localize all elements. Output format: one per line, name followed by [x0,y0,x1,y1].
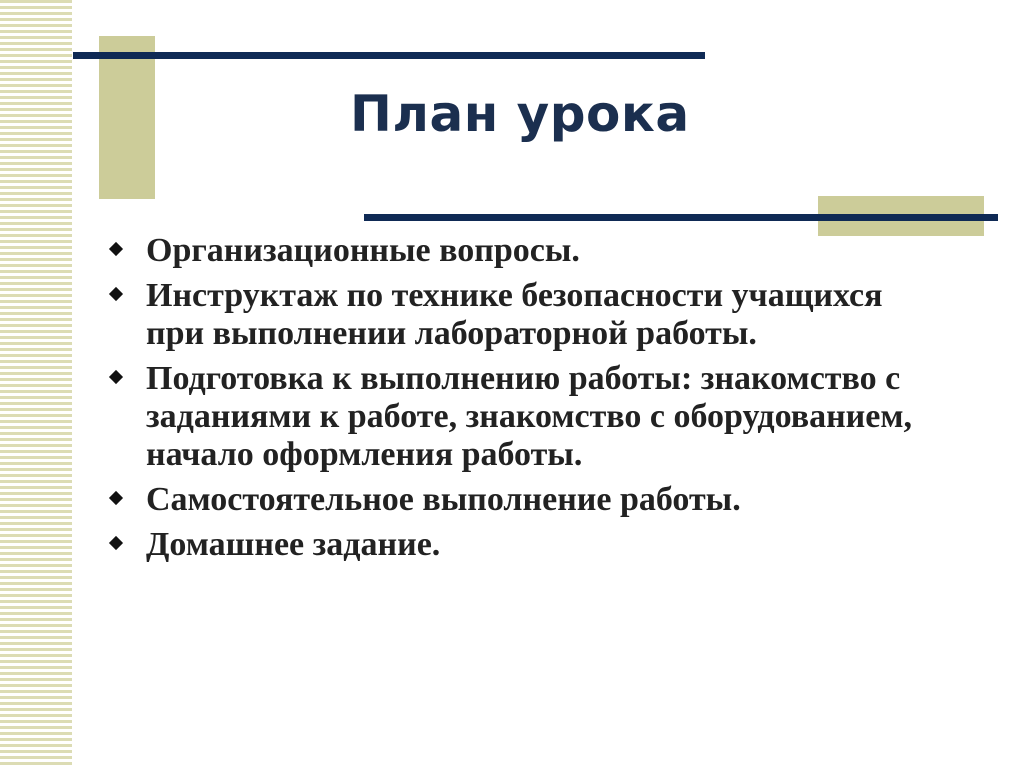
diamond-bullet-icon [109,491,123,505]
title-rule-bottom [364,214,998,221]
accent-block-left [99,36,155,199]
bullet-text: Организационные вопросы. [146,232,580,269]
bullet-text: Инструктаж по технике безопасности учащихся при выполнении лабораторной работы. [146,277,883,352]
diamond-bullet-icon [109,242,123,256]
bullet-item [106,232,926,270]
title-rule-top [73,52,705,59]
bullet-list [106,232,926,571]
diamond-bullet-icon [109,287,123,301]
bullet-item [106,481,926,519]
diamond-bullet-icon [109,370,123,384]
bullet-item [106,277,926,353]
diamond-bullet-icon [109,536,123,550]
slide-title: План урока [350,85,690,143]
bullet-text: Подготовка к выполнению работы: знакомство с заданиями к работе, знакомство с оборудованием, начало оформления работы. [146,360,913,473]
striped-margin-decoration [0,0,72,768]
bullet-item [106,360,926,474]
bullet-item [106,526,926,564]
bullet-text: Домашнее задание. [146,526,441,563]
bullet-text: Самостоятельное выполнение работы. [146,481,741,518]
